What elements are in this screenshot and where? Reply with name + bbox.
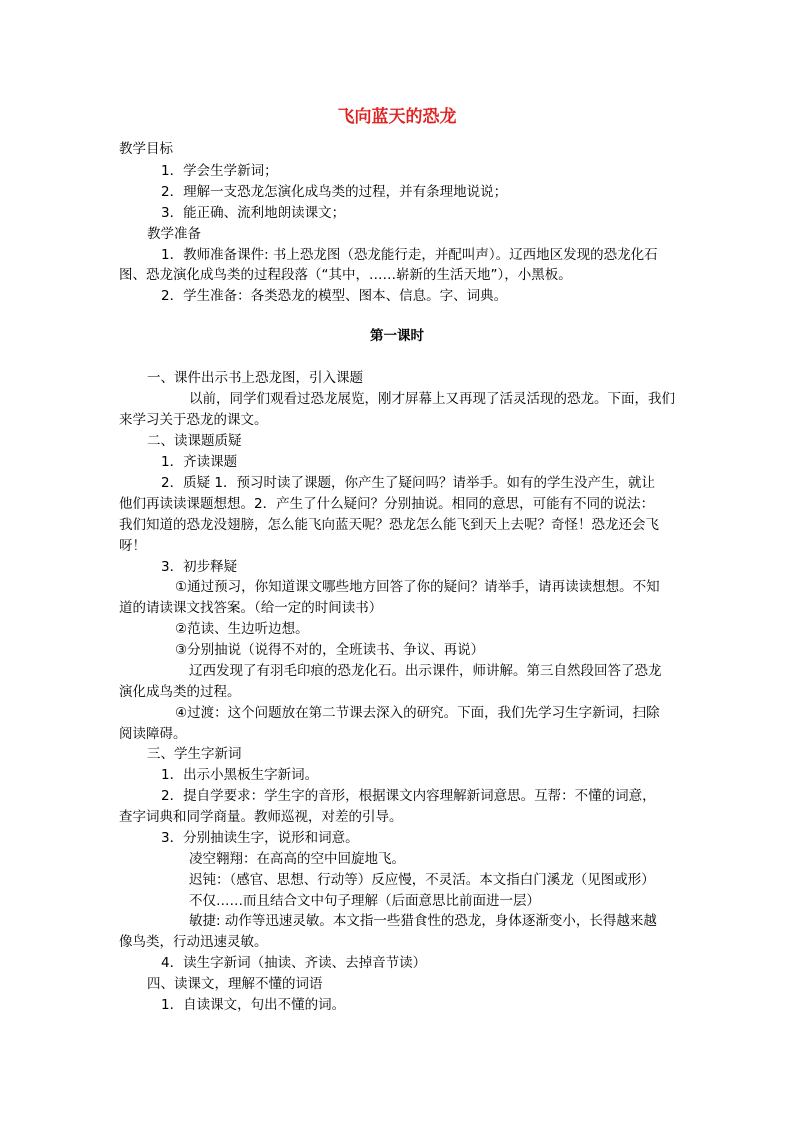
text-line: 1．教师准备课件: 书上恐龙图（恐龙能行走，并配叫声）。辽西地区发现的恐龙化石 <box>161 247 658 263</box>
text-line: 迟钝：（感官、思想、行动等）反应慢，不灵活。本文指白门溪龙（见图或形） <box>189 872 655 888</box>
text-line: 查字词典和同学商量。教师巡视，对差的引导。 <box>119 809 403 825</box>
text-line: 来学习关于恐龙的课文。 <box>119 412 268 428</box>
text-line: 敏捷: 动作等迅速灵敏。本文指一些猎食性的恐龙，身体逐渐变小，长得越来越 <box>189 913 657 929</box>
text-line: 1．学会生学新词； <box>161 163 278 179</box>
text-line: 1．自读课文，句出不懂的词。 <box>161 997 346 1013</box>
text-line: 2．质疑 1．预习时读了课题，你产生了疑问吗？请举手。如有的学生没产生，就让 <box>161 475 655 491</box>
text-line: 4．读生字新词（抽读、齐读、去掉音节读） <box>161 955 427 971</box>
heading-part-1: 一、课件出示书上恐龙图，引入课题 <box>147 370 363 386</box>
text-line: 以前，同学们观看过恐龙展览，刚才屏幕上又再现了活灵活现的恐龙。下面，我们 <box>189 391 675 407</box>
text-line: 辽西发现了有羽毛印痕的恐龙化石。出示课件，师讲解。第三自然段回答了恐龙 <box>189 663 662 679</box>
text-line: 2．理解一支恐龙怎演化成鸟类的过程，并有条理地说说； <box>161 184 508 200</box>
text-line: 我们知道的恐龙没翅膀，怎么能飞向蓝天呢？恐龙怎么能飞到天上去呢？奇怪！恐龙还会飞 <box>119 517 659 533</box>
text-line: 凌空翱翔：在高高的空中回旋地飞。 <box>189 851 405 867</box>
text-line: 1．齐读课题 <box>161 454 238 470</box>
document-title: 飞向蓝天的恐龙 <box>337 107 457 127</box>
heading-part-4: 四、读课文，理解不懂的词语 <box>147 976 323 992</box>
text-line: ②范读、生边听边想。 <box>175 621 309 637</box>
text-line: 他们再读读课题想想。2．产生了什么疑问？分别抽说。相同的意思，可能有不同的说法： <box>119 496 655 512</box>
text-line: ③分别抽说（说得不对的，全班读书、争议、再说） <box>175 642 485 658</box>
heading-preparation: 教学准备 <box>147 226 201 242</box>
text-line: 2．学生准备：各类恐龙的模型、图本、信息。字、词典。 <box>161 288 508 304</box>
text-line: 图、恐龙演化成鸟类的过程段落（“其中，……崭新的生活天地”），小黑板。 <box>119 267 572 283</box>
text-line: 3．初步释疑 <box>161 559 238 575</box>
text-line: ④过渡：这个问题放在第二节课去深入的研究。下面，我们先学习生字新词，扫除 <box>175 705 660 721</box>
heading-objectives: 教学目标 <box>119 141 173 157</box>
text-line: 3．能正确、流利地朗读课文； <box>161 205 346 221</box>
text-line: 2．提自学要求：学生字的音形，根据课文内容理解新词意思。互帮：不懂的词意， <box>161 788 656 804</box>
section-title: 第一课时 <box>370 328 424 344</box>
text-line: 像鸟类，行动迅速灵敏。 <box>119 934 268 950</box>
text-line: 3．分别抽读生字，说形和词意。 <box>161 830 359 846</box>
text-line: 阅读障碍。 <box>119 726 187 742</box>
heading-part-2: 二、读课题质疑 <box>147 433 242 449</box>
text-line: 道的请读课文找答案。（给一定的时间读书） <box>119 600 383 616</box>
text-line: ①通过预习，你知道课文哪些地方回答了你的疑问？请举手，请再读读想想。不知 <box>175 579 660 595</box>
text-line: 不仅……而且结合文中句子理解（后面意思比前面进一层） <box>189 893 540 909</box>
heading-part-3: 三、学生字新词 <box>147 746 242 762</box>
text-line: 呀！ <box>119 538 146 554</box>
text-line: 演化成鸟类的过程。 <box>119 684 241 700</box>
text-line: 1．出示小黑板生字新词。 <box>161 767 319 783</box>
